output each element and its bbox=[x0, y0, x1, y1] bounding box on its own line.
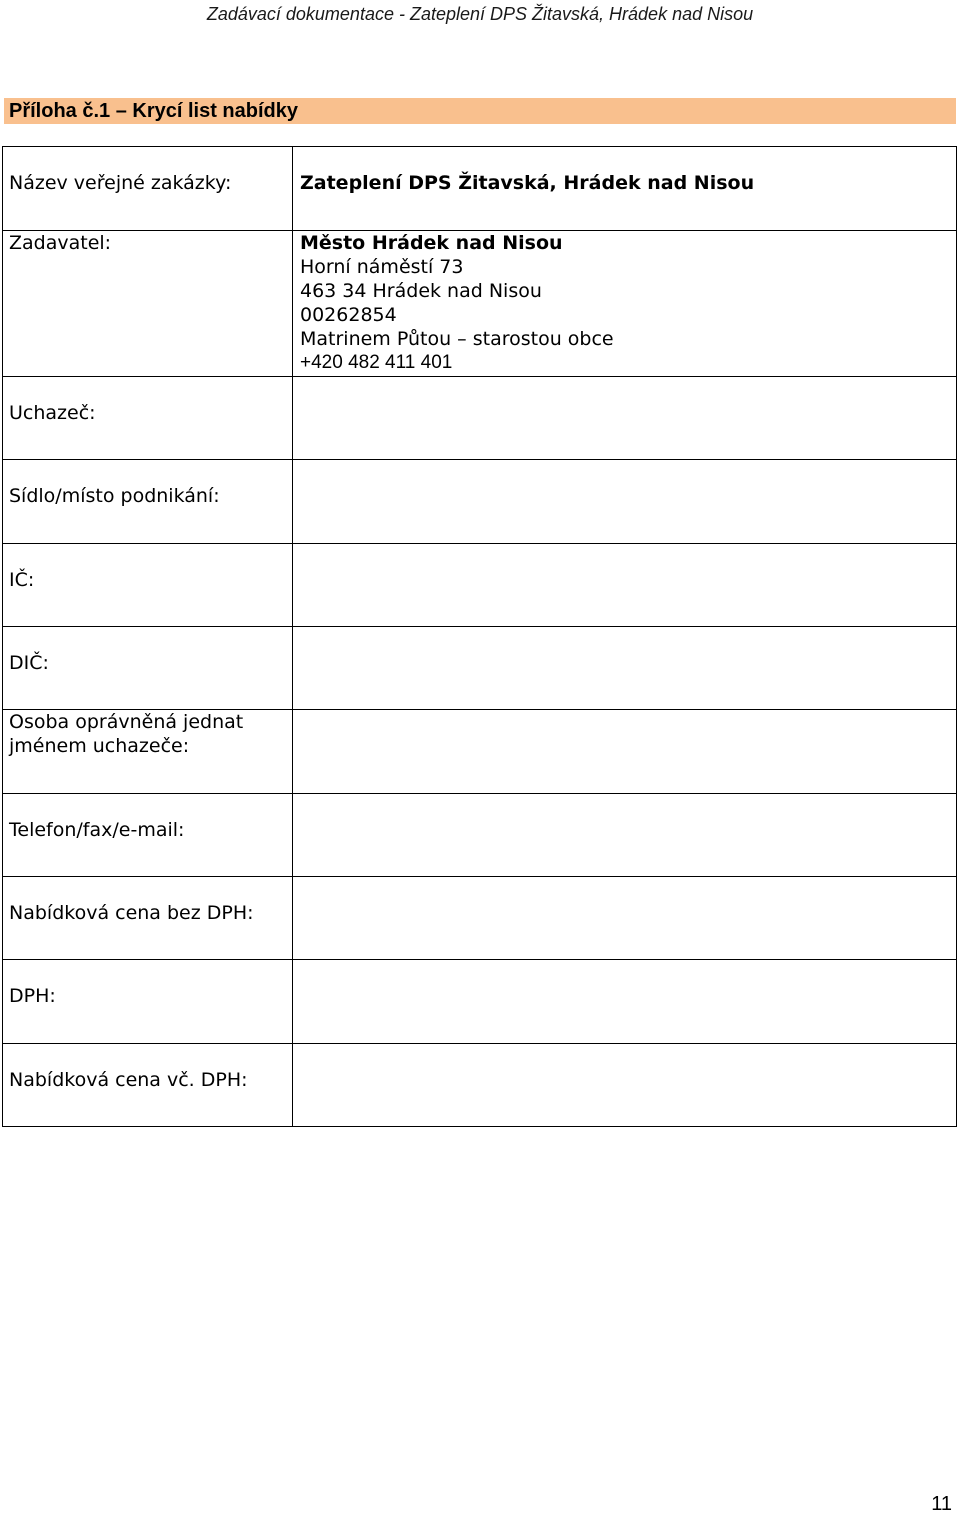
authority-phone: +420 482 411 401 bbox=[300, 352, 453, 373]
seat-label: Sídlo/místo podnikání: bbox=[3, 460, 293, 544]
authority-street: Horní náměstí 73 bbox=[300, 256, 464, 278]
attachment-title: Příloha č.1 – Krycí list nabídky bbox=[4, 98, 956, 124]
contract-name-label: Název veřejné zakázky: bbox=[3, 147, 293, 231]
authority-city: 463 34 Hrádek nad Nisou bbox=[300, 280, 542, 302]
page-number: 11 bbox=[931, 1493, 952, 1515]
form-row-price-without-vat bbox=[3, 877, 957, 960]
price-without-vat-value[interactable] bbox=[293, 877, 957, 960]
offer-cover-form bbox=[2, 146, 957, 1127]
vat-label: DPH: bbox=[3, 960, 293, 1044]
seat-value[interactable] bbox=[293, 460, 957, 544]
contact-label: Telefon/fax/e-mail: bbox=[3, 794, 293, 877]
contract-name-value: Zateplení DPS Žitavská, Hrádek nad Nisou bbox=[293, 147, 957, 231]
form-row-ic bbox=[3, 544, 957, 627]
form-row-bidder bbox=[3, 377, 957, 460]
bidder-value[interactable] bbox=[293, 377, 957, 460]
vat-value[interactable] bbox=[293, 960, 957, 1044]
authorized-person-value[interactable] bbox=[293, 710, 957, 794]
contracting-authority-value bbox=[293, 231, 957, 377]
running-header: Zadávací dokumentace - Zateplení DPS Žitavská, Hrádek nad Nisou bbox=[206, 4, 754, 24]
authority-id: 00262854 bbox=[300, 304, 397, 326]
authority-representative: Matrinem Půtou – starostou obce bbox=[300, 328, 614, 350]
form-row-seat bbox=[3, 460, 957, 544]
form-row-authorized-person bbox=[3, 710, 957, 794]
price-with-vat-value[interactable] bbox=[293, 1044, 957, 1127]
dic-label: DIČ: bbox=[3, 627, 293, 710]
bidder-label: Uchazeč: bbox=[3, 377, 293, 460]
price-with-vat-label: Nabídková cena vč. DPH: bbox=[3, 1044, 293, 1127]
form-row-dic bbox=[3, 627, 957, 710]
dic-value[interactable] bbox=[293, 627, 957, 710]
price-without-vat-label: Nabídková cena bez DPH: bbox=[3, 877, 293, 960]
ic-value[interactable] bbox=[293, 544, 957, 627]
form-row-contract-name bbox=[3, 147, 957, 231]
authorized-person-label: Osoba oprávněná jednat jménem uchazeče: bbox=[3, 710, 293, 794]
form-row-price-with-vat bbox=[3, 1044, 957, 1127]
contracting-authority-label: Zadavatel: bbox=[3, 231, 293, 377]
form-row-contracting-authority bbox=[3, 231, 957, 377]
ic-label: IČ: bbox=[3, 544, 293, 627]
form-row-contact bbox=[3, 794, 957, 877]
contact-value[interactable] bbox=[293, 794, 957, 877]
form-row-vat bbox=[3, 960, 957, 1044]
authority-name: Město Hrádek nad Nisou bbox=[300, 232, 563, 254]
